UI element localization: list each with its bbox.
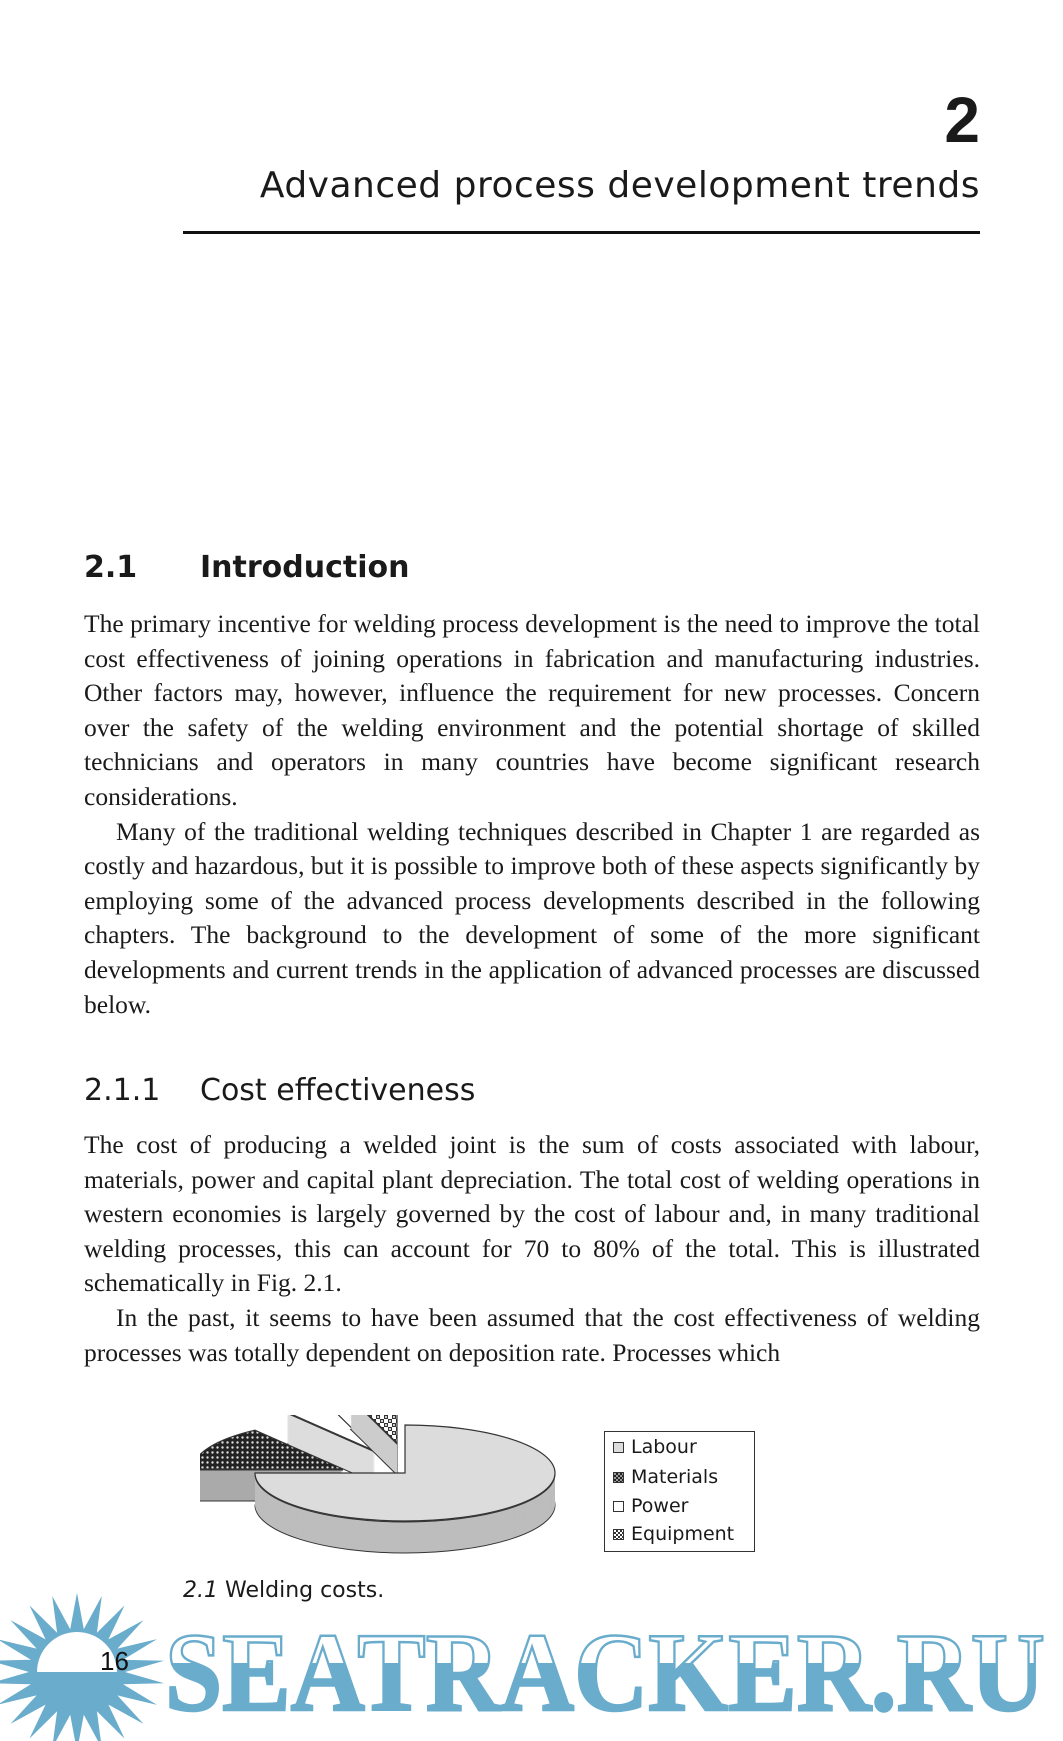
section-heading [84, 550, 409, 585]
section-number: 2.1 [84, 550, 138, 585]
legend-item-power [613, 1495, 688, 1517]
figure-number: 2.1 [183, 1578, 218, 1603]
subsection-body [84, 1128, 980, 1370]
legend-swatch [613, 1442, 624, 1453]
page-number: 16 [100, 1646, 129, 1676]
paragraph: The cost of producing a welded joint is the sum of costs associated with labour, materials, power and capital plant depreciation. The total cost of welding operations in western economies is largely governed by the cost of labour and, in many traditional welding processes, this can account for 70 to 80% of the total. This is illustrated schematically in Fig. 2.1. [84, 1130, 980, 1298]
paragraph: Many of the traditional welding techniques described in Chapter 1 are regarded as costly and hazardous, but it is possible to improve both of these aspects significantly by employing some of the advanced process developments described in the following chapters. The background to the development of some of the more significant developments and current trends in the application of advanced processes are discussed below. [84, 816, 980, 1019]
figure-caption-text: Welding costs. [225, 1578, 385, 1603]
section-title: Introduction [200, 550, 410, 585]
legend-swatch [613, 1529, 624, 1540]
watermark [0, 1580, 1063, 1741]
legend-item-materials [613, 1466, 718, 1488]
pie-chart [200, 1415, 580, 1565]
chapter-title: Advanced process development trends [259, 165, 980, 206]
chapter-number: 2 [944, 84, 980, 156]
legend-swatch [613, 1472, 624, 1483]
paragraph: The primary incentive for welding process development is the need to improve the total cost effectiveness of joining operations in fabrication and manufacturing industries. Other factors may, however, influence the requirement for new processes. Concern over the safety of the welding environment and the potential shortage of skilled technicians and operators in many countries have become significant research considerations. [84, 609, 980, 811]
subsection-title: Cost effectiveness [200, 1073, 476, 1108]
legend-label: Labour [631, 1436, 697, 1458]
legend-label: Materials [631, 1466, 719, 1488]
subsection-number: 2.1.1 [84, 1073, 161, 1108]
chapter-rule [183, 231, 980, 234]
chart-legend [604, 1431, 755, 1552]
legend-swatch [613, 1501, 624, 1512]
legend-item-equipment [613, 1523, 734, 1545]
legend-label: Power [631, 1495, 689, 1517]
legend-item-labour [613, 1436, 697, 1458]
paragraph: In the past, it seems to have been assumed that the cost effectiveness of welding processes was totally dependent on deposition rate. Processes which [84, 1302, 980, 1367]
subsection-heading [84, 1073, 475, 1108]
watermark-text: SEATRACKER.RU [165, 1611, 1045, 1735]
section-body [84, 607, 980, 1022]
legend-label: Equipment [631, 1523, 735, 1545]
